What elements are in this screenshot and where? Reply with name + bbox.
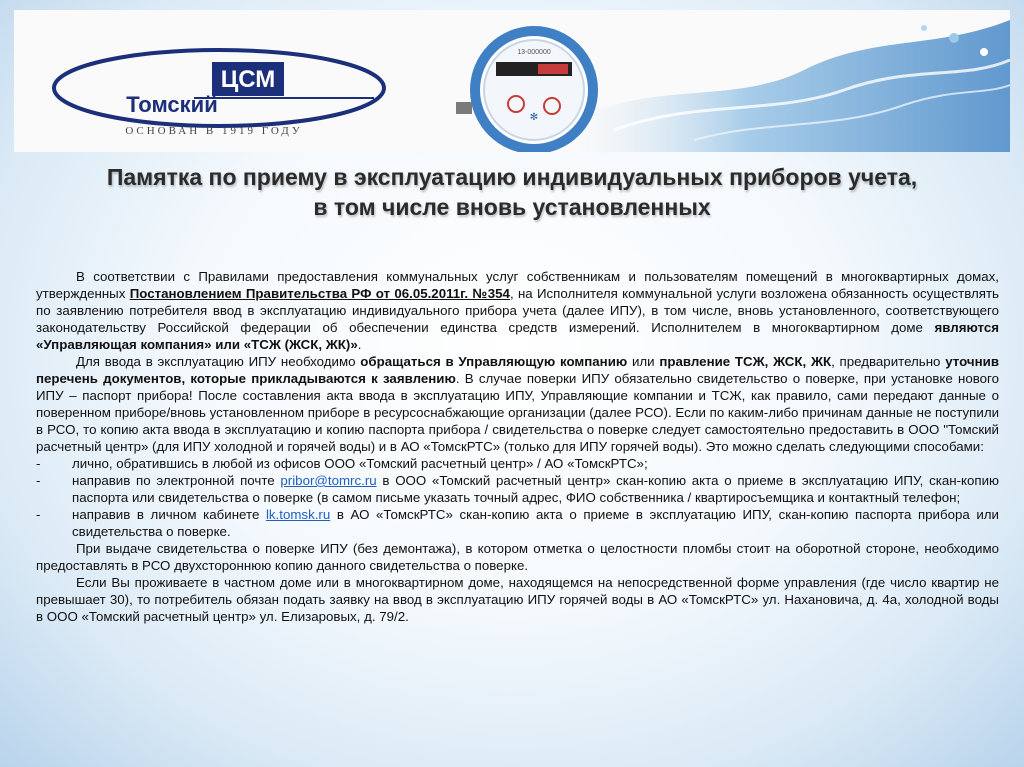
p1-text-b: , на Исполнителя коммунальной услуги возложена обязанность осуществлять по заявлению потребителя ввод в эксплуатацию индивидуального прибора учета (далее ИПУ), в том числе, вновь установленного, соответствующего законодательству Российской федерации об обеспечении единства средств измерений. Исполнителем в многоквартирном доме bbox=[36, 286, 999, 335]
p2-text-b: или bbox=[627, 354, 660, 369]
list-item-text bbox=[72, 506, 999, 540]
p1-text-c: . bbox=[357, 337, 362, 352]
li2-text-b: в ООО «Томский расчетный центр» скан-копию акта о приеме в эксплуатацию ИПУ, скан-копию паспорта или свидетельства о поверке (в самом письме указать точный адрес, ФИО собственника / квартиросъемщика и контактный телефон; bbox=[72, 473, 999, 505]
list-item-text bbox=[72, 472, 999, 506]
list-dash: - bbox=[36, 456, 41, 471]
paragraph-4: Если Вы проживаете в частном доме или в многоквартирном доме, находящемся на непосредственной форме управления (где число квартир не превышает 30), то потребитель обязан подать заявку на ввод в эксплуатацию ИПУ горячей воды в АО «ТомскРТС» ул. Нахановича, д. 4а, холодной воды в ООО «Томский расчетный центр» ул. Елизаровых, д. 79/2. bbox=[36, 575, 999, 624]
meter-label: 13-000000 bbox=[517, 49, 551, 56]
list-dash: - bbox=[36, 507, 41, 522]
list-item bbox=[36, 506, 999, 540]
p1-bold: являются «Управляющая компания» или «ТСЖ (ЖСК, ЖК)» bbox=[36, 320, 999, 352]
svg-text:✻: ✻ bbox=[529, 112, 539, 123]
paragraph-1 bbox=[36, 268, 999, 353]
p2-text-d: . В случае поверки ИПУ обязательно свидетельство о поверке, при установке нового ИПУ – паспорт прибора! После составления акта ввода в эксплуатацию ИПУ, Управляющие компании и ТСЖ, как правило, сами передают данные о поверенном приборе/вновь установленном приборе в ресурсоснабжающие организации (далее РСО). Если по каким-либо причинам данные не поступили в РСО, то копию акта ввода в эксплуатацию и копию паспорта прибора / свидетельства о поверке следует самостоятельно предоставить в ООО "Томский расчетный центр» (для ИПУ холодной и горячей воды) и в АО «ТомскРТС» (только для ИПУ горячей воды). Это можно сделать следующими способами: bbox=[36, 371, 1000, 454]
li2-text-a: направив по электронной почте bbox=[72, 473, 281, 488]
resolution-reference: Постановлением Правительства РФ от 06.05.2011г. №354 bbox=[129, 286, 510, 301]
page-title bbox=[40, 162, 984, 222]
header-banner bbox=[14, 10, 1010, 152]
p2-bold-3: уточнив перечень документов, которые прикладываются к заявлению bbox=[36, 354, 999, 386]
logo-tomsk-text: Томский bbox=[126, 92, 218, 117]
logo-csm-text: ЦСМ bbox=[220, 66, 276, 93]
p1-text-a: В соответствии с Правилами предоставления коммунальных услуг собственникам и пользователям помещений в многоквартирных домах, утвержденных bbox=[36, 269, 999, 301]
li3-text-b: в АО «ТомскРТС» скан-копию акта о приеме в эксплуатацию ИПУ, скан-копию паспорта прибора или свидетельства о поверке. bbox=[72, 507, 999, 539]
p2-bold-2: правление ТСЖ, ЖСК, ЖК bbox=[659, 354, 832, 369]
email-link[interactable]: pribor@tomrc.ru bbox=[280, 473, 377, 488]
p2-bold-1: обращаться в Управляющую компанию bbox=[360, 354, 628, 369]
p2-text-a: Для ввода в эксплуатацию ИПУ необходимо bbox=[76, 354, 361, 369]
paragraph-3: При выдаче свидетельства о поверке ИПУ (без демонтажа), в котором отметка о целостности пломбы стоит на оборотной стороне, необходимо предоставлять в РСО двухстороннюю копию данного свидетельства о поверке. bbox=[36, 541, 999, 573]
founded-text: ОСНОВАН В 1919 ГОДУ bbox=[125, 125, 303, 137]
list-item bbox=[36, 472, 999, 506]
memo-body bbox=[36, 268, 999, 625]
personal-account-link[interactable]: lk.tomsk.ru bbox=[265, 507, 331, 522]
paragraph-2 bbox=[36, 353, 999, 455]
water-meter-image bbox=[434, 24, 714, 152]
title-line-2: в том числе вновь установленных bbox=[313, 194, 711, 220]
list-dash: - bbox=[36, 473, 41, 488]
list-item bbox=[36, 455, 999, 472]
title-line-1: Памятка по приему в эксплуатацию индивидуальных приборов учета, bbox=[106, 164, 918, 190]
p2-text-c: , предварительно bbox=[831, 354, 946, 369]
li3-text-a: направив в личном кабинете bbox=[72, 507, 266, 522]
list-item-text: лично, обратившись в любой из офисов ООО «Томский расчетный центр» / АО «ТомскРТС»; bbox=[72, 456, 648, 471]
